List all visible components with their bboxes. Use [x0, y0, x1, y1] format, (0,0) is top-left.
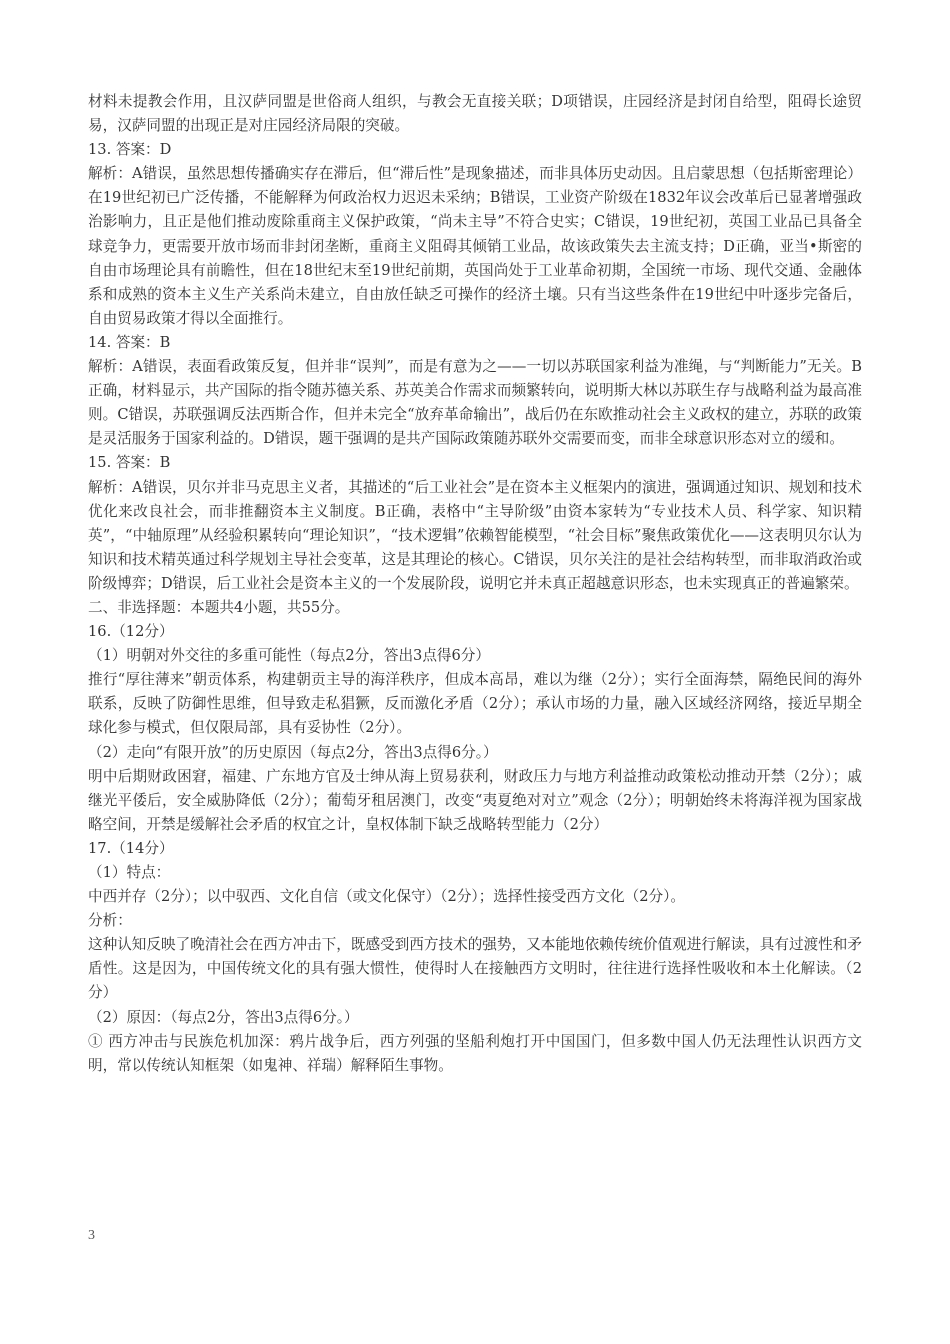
question-17-analysis-label: 分析： [88, 912, 132, 930]
question-16-part-2-answer: 明中后期财政困窘，福建、广东地方官及士绅从海上贸易获利，财政压力与地方利益推动政策松动推动开禁（2分）；戚继光平倭后，安全威胁降低（2分）；葡萄牙租居澳门，改变“夷夏绝对对立”观念（2分）；明朝始终未将海洋视为国家战略空间，开禁是缓解社会矛盾的权宜之计，皇权体制下缺乏战略转型能力（2分） [88, 767, 862, 833]
question-17-analysis: 这种认知反映了晚清社会在西方冲击下，既感受到西方技术的强势，又本能地依赖传统价值观进行解读，具有过渡性和矛盾性。这是因为，中国传统文化的具有强大惯性，使得时人在接触西方文明时，往往进行选择性吸收和本土化解读。（2分） [88, 936, 862, 1002]
question-17-part-2-reason-1: ① 西方冲击与民族危机加深：鸦片战争后，西方列强的坚船利炮打开中国国门，但多数中国人仍无法理性认识西方文明，常以传统认知框架（如鬼神、祥瑞）解释陌生事物。 [88, 1032, 862, 1074]
answer-13: 13. 答案：D [88, 141, 172, 159]
document-body [88, 90, 862, 1078]
question-17-part-2-heading: （2）原因：（每点2分，答出3点得6分。） [88, 1008, 359, 1026]
explanation-13: 解析：A错误，虽然思想传播确实存在滞后，但“滞后性”是现象描述，而非具体历史动因。且启蒙思想（包括斯密理论）在19世纪初已广泛传播，不能解释为何政治权力迟迟未采纳；B错误，工业资产阶级在1832年议会改革后已显著增强政治影响力，且正是他们推动废除重商主义保护政策，“尚未主导”不符合史实；C错误，19世纪初，英国工业品已具备全球竞争力，更需要开放市场而非封闭垄断，重商主义阻碍其倾销工业品，故该政策失去主流支持；D正确，亚当•斯密的自由市场理论具有前瞻性，但在18世纪末至19世纪前期，英国尚处于工业革命初期，全国统一市场、现代交通、金融体系和成熟的资本主义生产关系尚未建立，自由放任缺乏可操作的经济土壤。只有当这些条件在19世纪中叶逐步完备后，自由贸易政策才得以全面推行。 [88, 165, 862, 327]
explanation-15: 解析：A错误，贝尔并非马克思主义者，其描述的“后工业社会”是在资本主义框架内的演进，强调通过知识、规划和技术优化来改良社会，而非推翻资本主义制度。B正确，表格中“主导阶级”由资本家转为“专业技术人员、科学家、知识精英”，“中轴原理”从经验积累转向“理论知识”，“技术逻辑”依赖智能模型，“社会目标”聚焦政策优化——这表明贝尔认为知识和技术精英通过科学规划主导社会变革，这是其理论的核心。C错误，贝尔关注的是社会结构转型，而非取消政治或阶级博弈；D错误，后工业社会是资本主义的一个发展阶段，说明它并未真正超越意识形态，也未实现真正的普遍繁荣。 [88, 478, 862, 592]
question-16-part-1-answer: 推行“厚往薄来”朝贡体系，构建朝贡主导的海洋秩序，但成本高昂，难以为继（2分）；实行全面海禁，隔绝民间的海外联系，反映了防御性思维，但导致走私猖獗，反而激化矛盾（2分）；承认市场的力量，融入区域经济网络，接近早期全球化参与模式，但仅限局部，具有妥协性（2分）。 [88, 671, 862, 737]
question-17-part-1-heading: （1）特点： [88, 864, 171, 881]
section-heading-non-choice: 二、非选择题：本题共4小题，共55分。 [88, 598, 350, 616]
answer-15: 15. 答案：B [88, 454, 171, 472]
question-16-part-1-heading: （1）明朝对外交往的多重可能性（每点2分，答出3点得6分） [88, 647, 490, 665]
question-16-part-2-heading: （2）走向“有限开放”的历史原因（每点2分，答出3点得6分。） [88, 743, 498, 761]
page-number: 3 [88, 1228, 95, 1243]
question-17-heading: 17.（14分） [88, 839, 174, 857]
question-16-heading: 16.（12分） [88, 623, 174, 641]
paragraph-continuation: 材料未提教会作用，且汉萨同盟是世俗商人组织，与教会无直接关联；D项错误，庄园经济是封闭自给型，阻碍长途贸易，汉萨同盟的出现正是对庄园经济局限的突破。 [88, 93, 862, 135]
answer-14: 14. 答案：B [88, 333, 171, 351]
explanation-14: 解析：A错误，表面看政策反复，但并非“误判”，而是有意为之——一切以苏联国家利益为准绳，与“判断能力”无关。B正确，材料显示，共产国际的指令随苏德关系、苏英美合作需求而频繁转向，说明斯大林以苏联生存与战略利益为最高准则。C错误，苏联强调反法西斯合作，但并未完全“放弃革命输出”，战后仍在东欧推动社会主义政权的建立，苏联的政策是灵活服务于国家利益的。D错误，题干强调的是共产国际政策随苏联外交需要而变，而非全球意识形态对立的缓和。 [88, 358, 862, 448]
question-17-part-1-features: 中西并存（2分）；以中驭西、文化自信（或文化保守）（2分）；选择性接受西方文化（2分）。 [88, 888, 686, 906]
